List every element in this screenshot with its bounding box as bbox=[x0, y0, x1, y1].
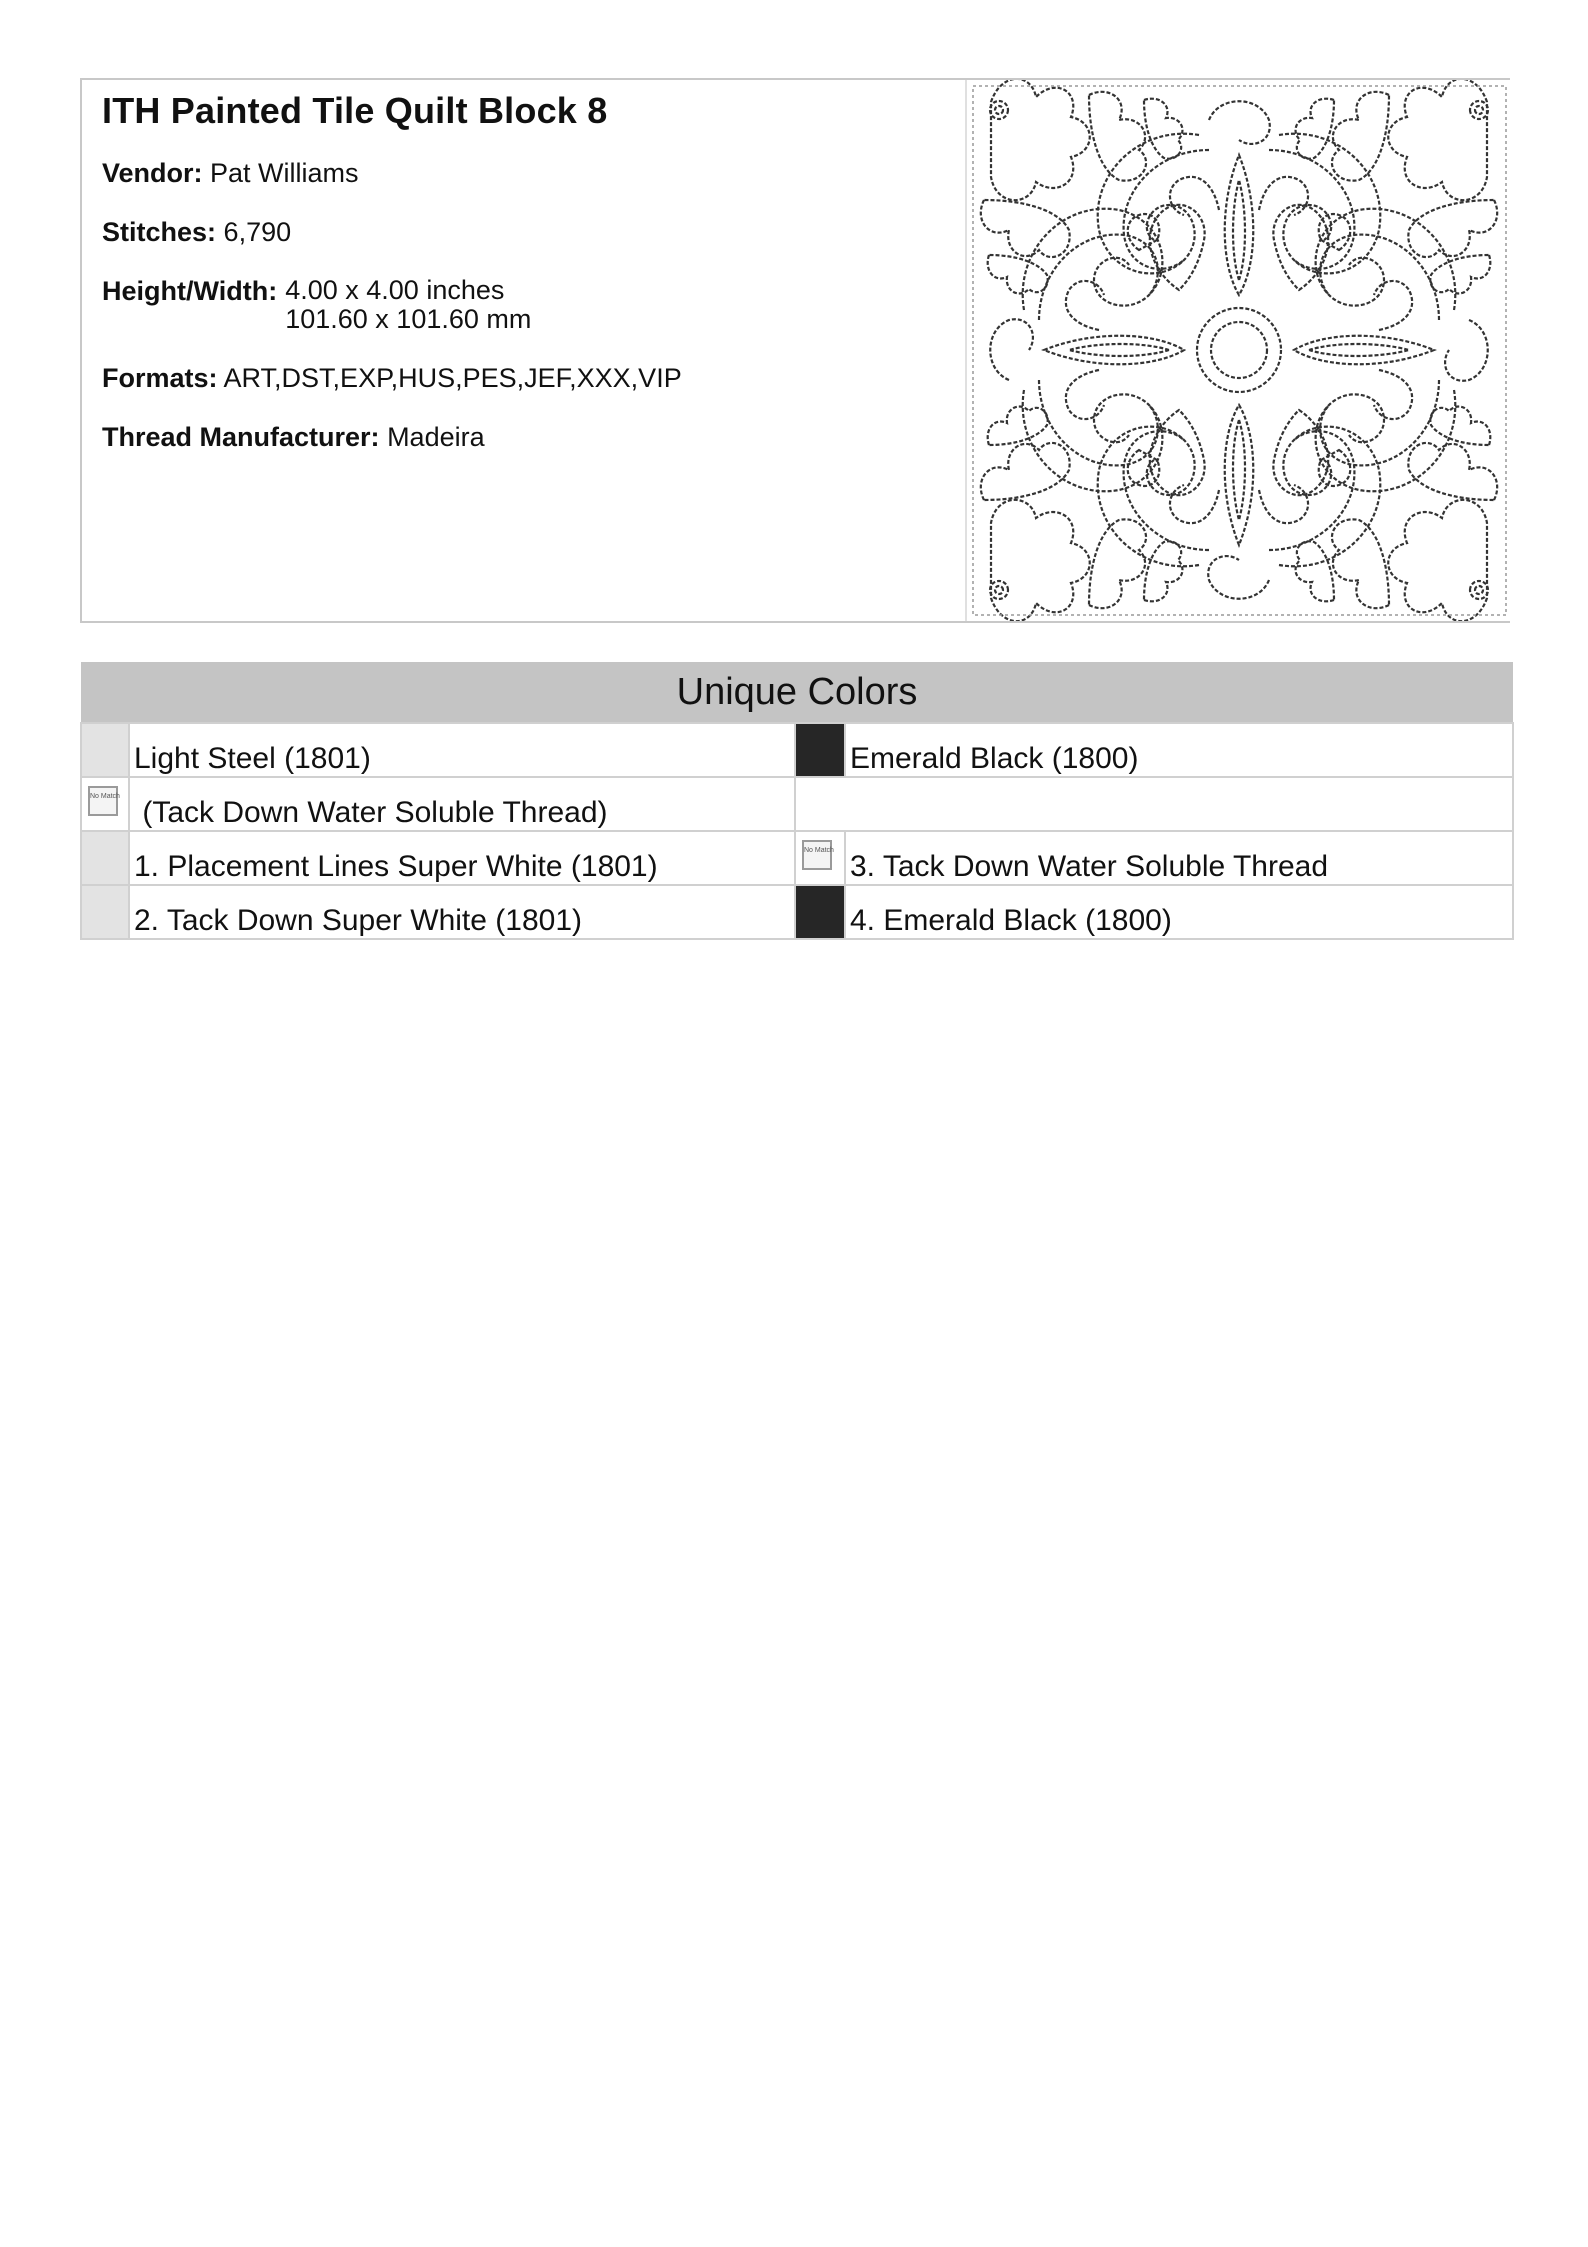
height-width-mm: 101.60 x 101.60 mm bbox=[285, 304, 532, 334]
no-match-icon: No Match bbox=[88, 786, 118, 816]
quilt-block-drawing bbox=[967, 80, 1512, 621]
vendor-label: Vendor: bbox=[102, 158, 203, 188]
color-name: 2. Tack Down Super White (1801) bbox=[129, 885, 795, 939]
color-swatch bbox=[795, 885, 845, 939]
color-name: 4. Emerald Black (1800) bbox=[845, 885, 1513, 939]
unique-colors-heading: Unique Colors bbox=[81, 662, 1513, 723]
vendor-field bbox=[102, 158, 982, 188]
color-name: 1. Placement Lines Super White (1801) bbox=[129, 831, 795, 885]
no-match-icon: No Match bbox=[802, 840, 832, 870]
thread-manufacturer-label: Thread Manufacturer: bbox=[102, 422, 380, 452]
height-width-label: Height/Width: bbox=[102, 276, 278, 306]
color-row bbox=[81, 885, 1513, 939]
design-info-box bbox=[80, 78, 1510, 623]
height-width-values bbox=[285, 276, 531, 334]
vendor-value: Pat Williams bbox=[210, 158, 359, 188]
height-width-inches: 4.00 x 4.00 inches bbox=[285, 275, 505, 305]
color-swatch bbox=[81, 831, 129, 885]
color-name: Light Steel (1801) bbox=[129, 723, 795, 777]
color-swatch bbox=[81, 885, 129, 939]
formats-field bbox=[102, 363, 982, 393]
color-row bbox=[81, 777, 1513, 831]
color-swatch bbox=[795, 723, 845, 777]
height-width-field bbox=[102, 276, 982, 334]
color-swatch bbox=[81, 777, 129, 831]
unique-colors-table bbox=[80, 662, 1514, 940]
formats-value: ART,DST,EXP,HUS,PES,JEF,XXX,VIP bbox=[223, 363, 682, 393]
thread-manufacturer-value: Madeira bbox=[387, 422, 485, 452]
empty-cell bbox=[795, 777, 1513, 831]
color-name: (Tack Down Water Soluble Thread) bbox=[129, 777, 795, 831]
design-details bbox=[102, 90, 982, 481]
color-swatch bbox=[795, 831, 845, 885]
formats-label: Formats: bbox=[102, 363, 218, 393]
color-name: 3. Tack Down Water Soluble Thread bbox=[845, 831, 1513, 885]
design-preview-image bbox=[965, 80, 1512, 621]
color-row bbox=[81, 831, 1513, 885]
design-title: ITH Painted Tile Quilt Block 8 bbox=[102, 90, 608, 131]
color-row bbox=[81, 723, 1513, 777]
stitches-value: 6,790 bbox=[223, 217, 292, 247]
thread-manufacturer-field bbox=[102, 422, 982, 452]
color-name: Emerald Black (1800) bbox=[845, 723, 1513, 777]
stitches-label: Stitches: bbox=[102, 217, 217, 247]
color-swatch bbox=[81, 723, 129, 777]
stitches-field bbox=[102, 217, 982, 247]
